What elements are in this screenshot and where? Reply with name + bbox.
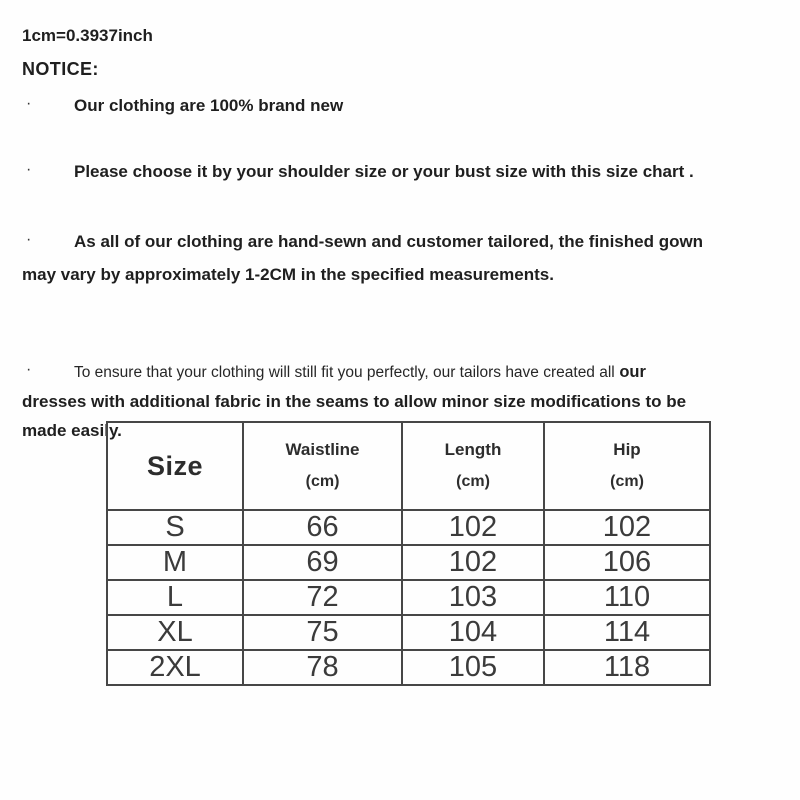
column-title: Length xyxy=(444,440,502,459)
table-row xyxy=(107,510,710,545)
hip-cell: 106 xyxy=(544,545,710,580)
hip-cell: 102 xyxy=(544,510,710,545)
length-cell: 103 xyxy=(402,580,544,615)
waistline-cell: 69 xyxy=(243,545,402,580)
size-chart-table xyxy=(106,421,711,686)
notice-item-text: As all of our clothing are hand-sewn and customer tailored, the finished gown xyxy=(74,232,704,251)
bullet-marker: · xyxy=(26,231,32,248)
hip-cell: 114 xyxy=(544,615,710,650)
size-cell: XL xyxy=(107,615,243,650)
length-cell: 102 xyxy=(402,545,544,580)
column-title: Hip xyxy=(613,440,641,459)
size-cell: L xyxy=(107,580,243,615)
column-unit: (cm) xyxy=(456,473,490,490)
waistline-cell: 72 xyxy=(243,580,402,615)
notice-item-text: made easily. xyxy=(22,421,122,440)
table-row xyxy=(107,545,710,580)
hip-cell: 118 xyxy=(544,650,710,685)
size-chart-table-wrap xyxy=(106,421,711,686)
waistline-cell: 66 xyxy=(243,510,402,545)
table-row xyxy=(107,650,710,685)
waistline-cell: 75 xyxy=(243,615,402,650)
size-cell: M xyxy=(107,545,243,580)
notice-item xyxy=(22,155,800,188)
size-cell: S xyxy=(107,510,243,545)
column-title: Size xyxy=(146,450,204,481)
notice-heading: NOTICE: xyxy=(22,59,99,79)
bullet-marker: · xyxy=(26,361,32,378)
bullet-marker: · xyxy=(26,161,32,178)
notice-item-text: Our clothing are 100% brand new xyxy=(74,96,344,115)
column-unit: (cm) xyxy=(610,473,644,490)
waistline-cell: 78 xyxy=(243,650,402,685)
hip-cell: 110 xyxy=(544,580,710,615)
notice-item-text: our xyxy=(614,363,646,381)
table-header-row xyxy=(107,422,710,510)
column-header-length xyxy=(402,422,544,510)
column-title: Waistline xyxy=(285,440,360,459)
bullet-marker: · xyxy=(26,95,32,112)
column-header-size xyxy=(107,422,243,510)
notice-item xyxy=(22,225,800,291)
table-row xyxy=(107,580,710,615)
table-row xyxy=(107,615,710,650)
notice-item-text: Please choose it by your shoulder size or your bust size with this size chart . xyxy=(74,162,694,181)
notice-item-text: To ensure that your clothing will still fit you perfectly, our tailors have created all xyxy=(74,364,615,381)
column-header-hip xyxy=(544,422,710,510)
column-unit: (cm) xyxy=(305,473,340,490)
notice-item xyxy=(22,89,800,122)
length-cell: 105 xyxy=(402,650,544,685)
notice-item-text: dresses with additional fabric in the seams to allow minor size modifications to be xyxy=(22,392,687,411)
conversion-note: 1cm=0.3937inch xyxy=(22,26,153,45)
length-cell: 102 xyxy=(402,510,544,545)
length-cell: 104 xyxy=(402,615,544,650)
notice-item-text: may vary by approximately 1-2CM in the specified measurements. xyxy=(22,265,554,284)
size-cell: 2XL xyxy=(107,650,243,685)
column-header-waistline xyxy=(243,422,402,510)
